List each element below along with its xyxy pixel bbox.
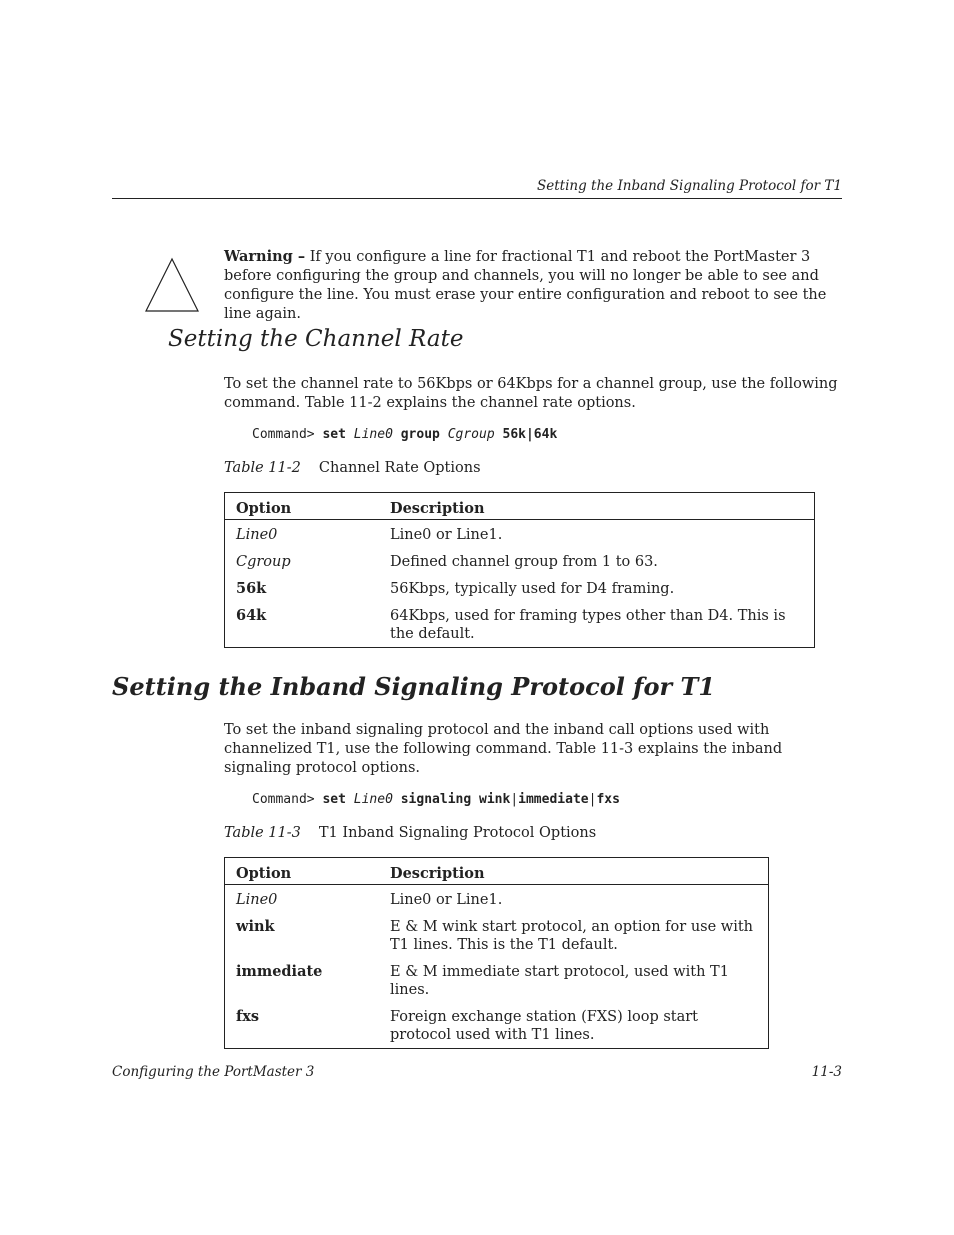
description-cell: E & M immediate start protocol, used with T1 lines.: [390, 964, 729, 998]
table-caption-11-2: [224, 460, 481, 476]
channel-rate-command: [252, 427, 557, 442]
command-separator: |: [510, 792, 519, 807]
option-cell: 64k: [236, 607, 267, 624]
inband-command: [252, 792, 620, 807]
table-title: T1 Inband Signaling Protocol Options: [318, 825, 597, 841]
table-row: [225, 957, 769, 1002]
command-arg: Line0: [353, 427, 393, 442]
inband-paragraph: To set the inband signaling protocol and the inband call options used with channelized T1, use the following command. Table 11-3 explains the inband signaling protocol options.: [224, 722, 783, 776]
table-number: Table 11-3: [224, 825, 301, 841]
table-header-row: [225, 858, 769, 885]
command-prompt: Command>: [252, 427, 315, 442]
command-keyword: 56k|64k: [502, 427, 558, 442]
channel-rate-paragraph: To set the channel rate to 56Kbps or 64Kbps for a channel group, use the following command. Table 11-2 explains the channel rate options.: [224, 376, 838, 411]
channel-rate-options-table: [224, 492, 815, 648]
column-header: Description: [379, 493, 815, 520]
section-heading-inband-signaling: Setting the Inband Signaling Protocol for T1: [112, 672, 716, 701]
command-keyword: set: [322, 792, 346, 807]
warning-label: Warning –: [224, 248, 306, 265]
table-row: [225, 547, 815, 574]
description-cell: 56Kbps, typically used for D4 framing.: [390, 581, 675, 597]
table-row: [225, 1002, 769, 1049]
description-cell: E & M wink start protocol, an option for use with T1 lines. This is the T1 default.: [390, 919, 754, 953]
table-row: [225, 601, 815, 648]
table-row: [225, 912, 769, 957]
description-cell: Line0 or Line1.: [390, 527, 503, 543]
section-heading-channel-rate: Setting the Channel Rate: [168, 326, 464, 352]
command-keyword: group: [400, 427, 440, 442]
command-keyword: immediate: [518, 792, 589, 807]
footer-page-number: 11-3: [811, 1064, 842, 1080]
warning-note: [224, 247, 838, 324]
inband-signaling-options-table: [224, 857, 769, 1049]
description-cell: 64Kbps, used for framing types other than D4. This is the default.: [390, 608, 786, 642]
option-cell: immediate: [236, 963, 323, 980]
command-arg: Cgroup: [447, 427, 495, 442]
option-cell: Cgroup: [236, 554, 291, 570]
option-cell: fxs: [236, 1008, 260, 1025]
option-cell: Line0: [236, 527, 278, 543]
command-keyword: fxs: [596, 792, 620, 807]
command-keyword: wink: [479, 792, 511, 807]
command-separator: |: [588, 792, 597, 807]
table-title: Channel Rate Options: [318, 460, 481, 476]
table-caption-11-3: [224, 825, 596, 841]
description-cell: Foreign exchange station (FXS) loop start protocol used with T1 lines.: [390, 1009, 699, 1043]
option-cell: Line0: [236, 892, 278, 908]
warning-triangle-icon: [144, 257, 200, 313]
column-header: Description: [379, 858, 769, 885]
command-arg: Line0: [353, 792, 393, 807]
running-header: Setting the Inband Signaling Protocol for T1: [537, 178, 842, 194]
table-header-row: [225, 493, 815, 520]
table-number: Table 11-2: [224, 460, 301, 476]
description-cell: Line0 or Line1.: [390, 892, 503, 908]
command-keyword: signaling: [400, 792, 472, 807]
command-keyword: set: [322, 427, 346, 442]
warning-text: If you configure a line for fractional T1 and reboot the PortMaster 3 before configuring the group and channels, you will no longer be able to see and configure the line. You must erase your entire configuration and reboot to see the line again.: [224, 249, 827, 322]
option-cell: 56k: [236, 580, 267, 597]
column-header: Option: [225, 858, 380, 885]
column-header: Option: [225, 493, 380, 520]
table-row: [225, 574, 815, 601]
header-rule: [112, 198, 842, 199]
footer-book-title: Configuring the PortMaster 3: [112, 1064, 315, 1080]
description-cell: Defined channel group from 1 to 63.: [390, 554, 658, 570]
table-row: [225, 520, 815, 548]
table-row: [225, 885, 769, 913]
option-cell: wink: [236, 918, 275, 935]
command-prompt: Command>: [252, 792, 315, 807]
